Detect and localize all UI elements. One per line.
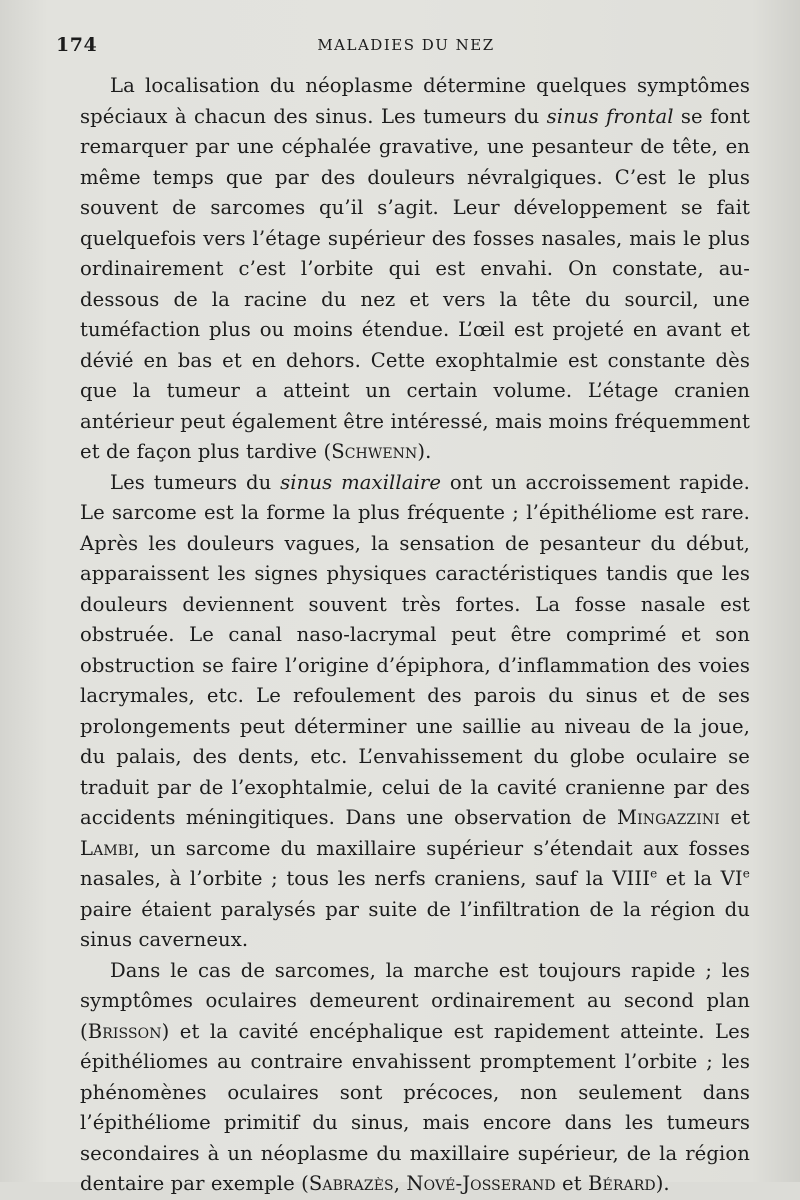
italic-term-sinus-maxillaire: sinus maxillaire: [280, 470, 442, 494]
paragraph-sinus-maxillaire: [80, 468, 750, 956]
running-title: MALADIES DU NEZ: [317, 36, 495, 54]
text-run: ont un accroissement rapide. Le sarcome est la forme la plus fréquente ; l’épithéliome est rare. Après les douleurs vagues, la sensation de pesanteur du début, apparaissent les signes physiques caractéristiques tandis que les douleurs deviennent souvent très fortes. La fosse nasale est obstruée. Le canal naso-lacrymal peut être comprimé et son obstruction se faire l’origine d’épiphora, d’inflammation des voies lacrymales, etc. Le refoulement des parois du sinus et de ses prolongements peut déterminer une saillie au niveau de la joue, du palais, des dents, etc. L’envahissement du globe oculaire se traduit par de l’exophtalmie, celui de la cavité cranienne par des accidents méningitiques. Dans une observation de: [80, 470, 751, 829]
paragraph-sarcomes: [80, 956, 750, 1200]
author-name-berard: Bérard: [588, 1172, 656, 1195]
text-run: ) et la cavité encéphalique est rapidement atteinte. Les épithéliomes au contraire envahissent promptement l’orbite ; les phénomènes oculaires sont précoces, non seulement dans l’épithéliome primitif du sinus, mais encore dans les tumeurs secondaires à un néoplasme du maxillaire supérieur, de la région dentaire par exemple (: [80, 1019, 750, 1195]
text-run: , un sarcome du maxillaire supérieur s’étendait aux fosses nasales, à l’orbite ; tous les nerfs craniens, sauf la VIII: [80, 836, 750, 890]
body-text: [80, 71, 750, 1200]
text-run: se font remarquer par une céphalée gravative, une pesanteur de tête, en même temps que par des douleurs névralgiques. C’est le plus souvent de sarcomes qu’il s’agit. Leur développement se fait quelquefois vers l’étage supérieur des fosses nasales, mais le plus ordinairement c’est l’orbite qui est envahi. On constate, au-dessous de la racine du nez et vers la tête du sourcil, une tuméfaction plus ou moins étendue. L’œil est projeté en avant et dévié en bas et en dehors. Cette exophtalmie est constante dès que la tumeur a atteint un certain volume. L’étage cranien antérieur peut également être intéressé, mais moins fréquemment et de façon plus tardive (: [80, 104, 751, 463]
author-name-sabrazes: Sabrazès: [308, 1172, 394, 1195]
page-header: [56, 34, 756, 58]
author-name-lambi: Lambi: [80, 836, 134, 860]
text-run: et la VI: [657, 867, 743, 890]
text-run: et: [719, 806, 750, 829]
text-run: ).: [417, 440, 432, 463]
superscript: e: [742, 866, 750, 881]
author-name-schwenn: Schwenn: [331, 440, 418, 463]
text-run: paire étaient paralysés par suite de l’infiltration de la région du sinus caverneux.: [80, 897, 750, 951]
author-name-nove-josserand: Nové-Josserand: [406, 1172, 556, 1195]
text-run: Dans le cas de sarcomes, la marche est toujours rapide ; les symptômes oculaires demeurent ordinairement au second plan (: [80, 958, 750, 1043]
superscript: e: [650, 866, 658, 881]
page-number: 174: [56, 34, 98, 56]
text-run: La localisation du néoplasme détermine quelques symptômes spéciaux à chacun des sinus. Les tumeurs du: [80, 74, 750, 128]
author-name-mingazzini: Mingazzini: [616, 806, 720, 829]
italic-term-sinus-frontal: sinus frontal: [546, 104, 674, 128]
text-run: Les tumeurs du: [110, 470, 281, 494]
text-run: ).: [655, 1172, 670, 1195]
text-run: ,: [393, 1172, 407, 1195]
text-run: et: [555, 1172, 589, 1195]
paragraph-sinus-frontal: [80, 71, 750, 468]
author-name-brisson: Brisson: [87, 1019, 162, 1043]
